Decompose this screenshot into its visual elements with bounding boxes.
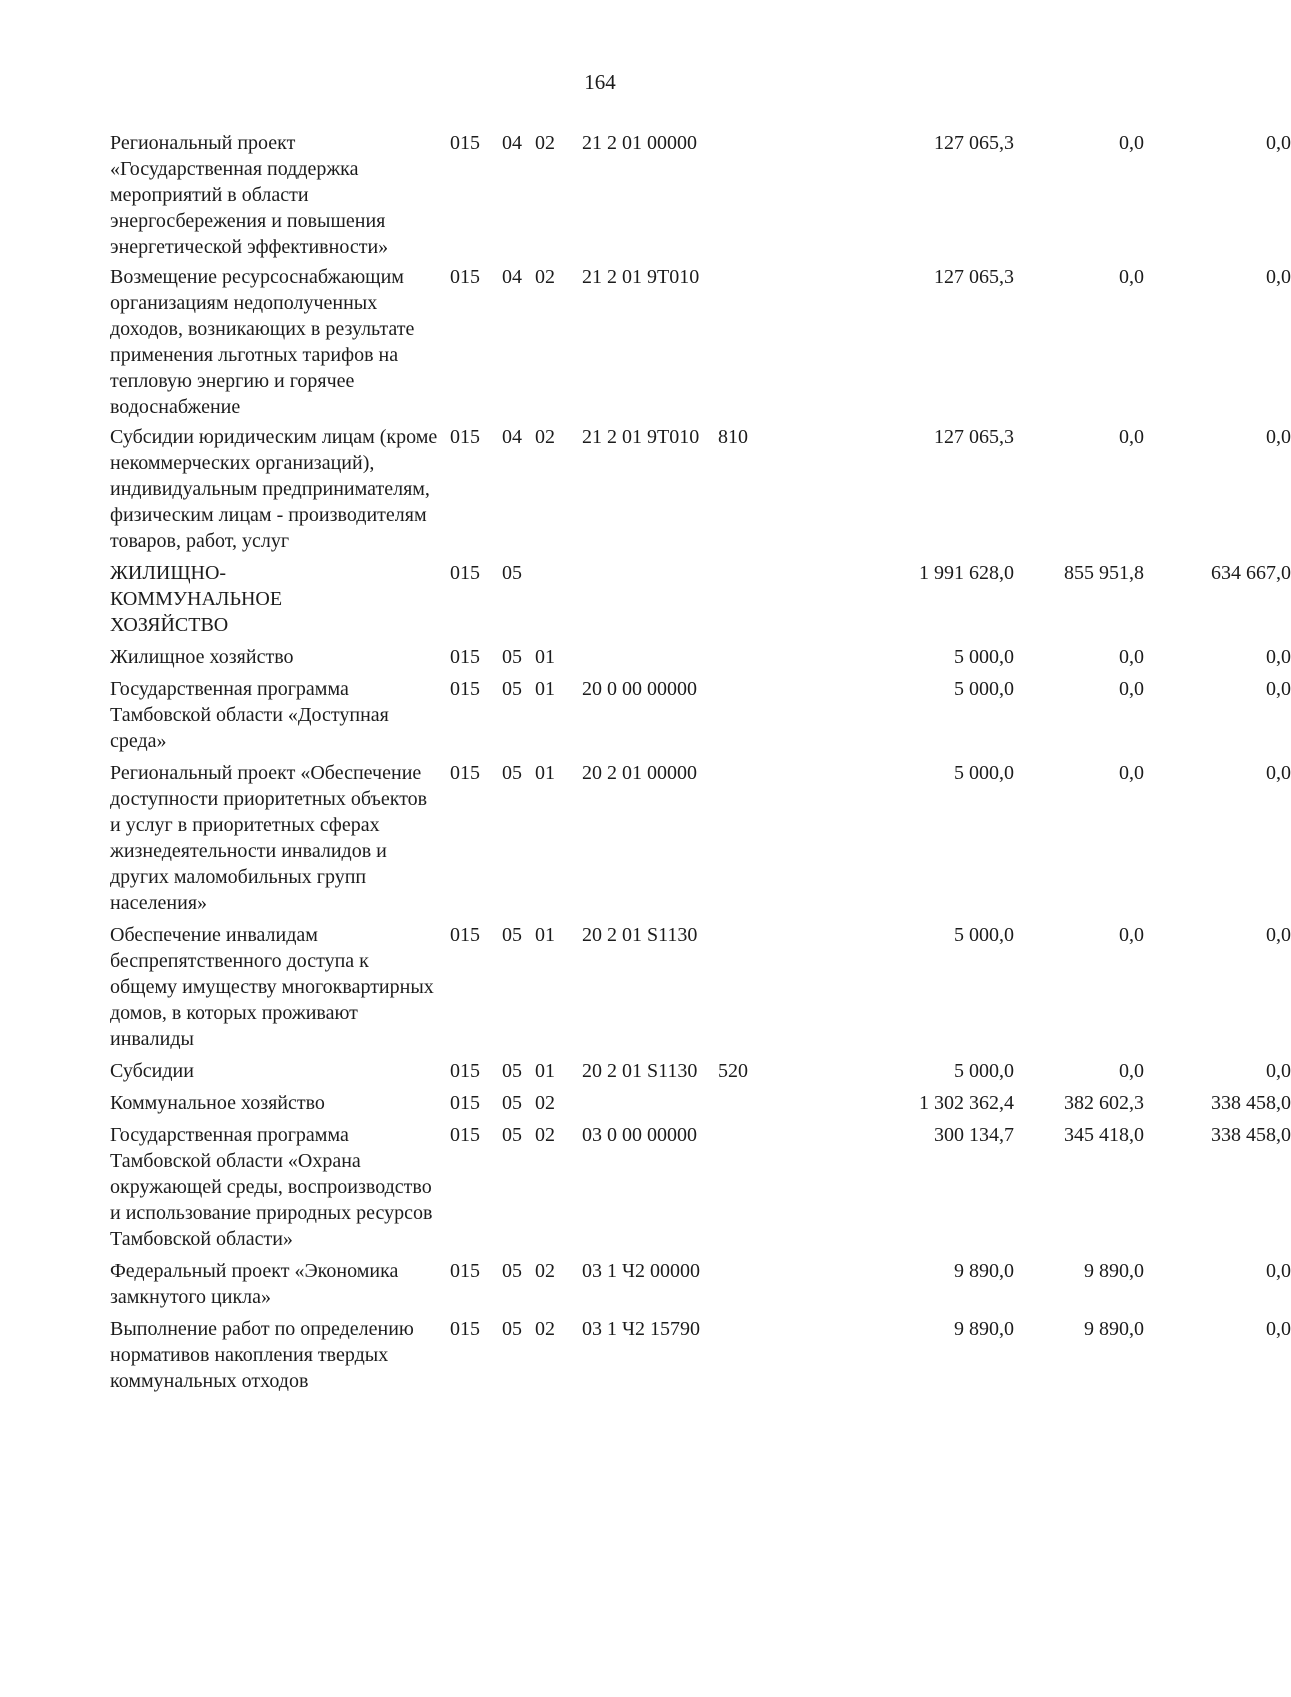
sum-year-2: 345 418,0: [1064, 1124, 1144, 1146]
row-name: Выполнение работ по определению нормативов накопления твердых коммунальных отходов: [110, 1318, 414, 1392]
section-code: 05: [502, 562, 522, 584]
table-row: [110, 760, 1291, 916]
row-name: Федеральный проект «Экономика замкнутого цикла»: [110, 1260, 399, 1308]
target-item-code: 21 2 01 9Т010: [582, 266, 700, 288]
table-row: [110, 644, 1291, 670]
row-name: Государственная программа Тамбовской области «Доступная среда»: [110, 678, 389, 752]
sum-year-1: 5 000,0: [954, 646, 1014, 668]
row-name: ЖИЛИЩНО-КОММУНАЛЬНОЕ ХОЗЯЙСТВО: [110, 562, 283, 636]
sum-year-1: 127 065,3: [934, 426, 1014, 448]
ved-code: 015: [450, 646, 480, 668]
sum-year-1: 300 134,7: [934, 1124, 1014, 1146]
row-name: Субсидии юридическим лицам (кроме некоммерческих организаций), индивидуальным предпринимателям, физическим лицам - производителям товаров, работ, услуг: [110, 426, 438, 552]
sum-year-3: 0,0: [1266, 132, 1291, 154]
sum-year-3: 0,0: [1266, 1060, 1291, 1082]
target-item-code: 03 1 Ч2 15790: [582, 1318, 700, 1340]
ved-code: 015: [450, 562, 480, 584]
sum-year-2: 9 890,0: [1084, 1260, 1144, 1282]
sum-year-1: 127 065,3: [934, 266, 1014, 288]
ved-code: 015: [450, 1318, 480, 1340]
subsection-code: 01: [535, 678, 555, 700]
sum-year-3: 0,0: [1266, 1318, 1291, 1340]
section-code: 05: [502, 1260, 522, 1282]
section-code: 05: [502, 1092, 522, 1114]
ved-code: 015: [450, 266, 480, 288]
sum-year-2: 0,0: [1119, 132, 1144, 154]
ved-code: 015: [450, 132, 480, 154]
sum-year-3: 0,0: [1266, 646, 1291, 668]
sum-year-2: 0,0: [1119, 678, 1144, 700]
sum-year-3: 0,0: [1266, 762, 1291, 784]
subsection-code: 01: [535, 646, 555, 668]
row-name: Региональный проект «Государственная поддержка мероприятий в области энергосбережения и повышения энергетической эффективности»: [110, 132, 389, 258]
sum-year-2: 0,0: [1119, 646, 1144, 668]
sum-year-2: 9 890,0: [1084, 1318, 1144, 1340]
section-code: 05: [502, 762, 522, 784]
ved-code: 015: [450, 1260, 480, 1282]
subsection-code: 02: [535, 1318, 555, 1340]
table-row: [110, 130, 1291, 260]
sum-year-2: 0,0: [1119, 762, 1144, 784]
row-name: Государственная программа Тамбовской области «Охрана окружающей среды, воспроизводство и использование природных ресурсов Тамбовской области»: [110, 1124, 433, 1250]
subsection-code: 01: [535, 762, 555, 784]
subsection-code: 02: [535, 1092, 555, 1114]
table-row: [110, 1316, 1291, 1394]
target-item-code: 03 0 00 00000: [582, 1124, 697, 1146]
section-code: 04: [502, 266, 522, 288]
ved-code: 015: [450, 678, 480, 700]
sum-year-2: 0,0: [1119, 924, 1144, 946]
subsection-code: 02: [535, 266, 555, 288]
target-item-code: 03 1 Ч2 00000: [582, 1260, 700, 1282]
target-item-code: 21 2 01 9Т010: [582, 426, 700, 448]
subsection-code: 02: [535, 132, 555, 154]
expense-type-code: 520: [718, 1060, 748, 1082]
section-code: 05: [502, 646, 522, 668]
table-row: [110, 424, 1291, 554]
row-name: Возмещение ресурсоснабжающим организациям недополученных доходов, возникающих в результате применения льготных тарифов на тепловую энергию и горячее водоснабжение: [110, 266, 415, 418]
section-code: 04: [502, 426, 522, 448]
sum-year-1: 9 890,0: [954, 1260, 1014, 1282]
sum-year-2: 382 602,3: [1064, 1092, 1144, 1114]
table-row: [110, 1058, 1291, 1084]
sum-year-3: 338 458,0: [1211, 1092, 1291, 1114]
ved-code: 015: [450, 762, 480, 784]
subsection-code: 02: [535, 1260, 555, 1282]
table-row: [110, 676, 1291, 754]
subsection-code: 02: [535, 426, 555, 448]
section-code: 05: [502, 678, 522, 700]
section-code: 05: [502, 1060, 522, 1082]
sum-year-1: 5 000,0: [954, 924, 1014, 946]
table-row: [110, 1258, 1291, 1310]
sum-year-1: 127 065,3: [934, 132, 1014, 154]
row-name: Региональный проект «Обеспечение доступности приоритетных объектов и услуг в приоритетных сферах жизнедеятельности инвалидов и других маломобильных групп населения»: [110, 762, 428, 914]
subsection-code: 02: [535, 1124, 555, 1146]
sum-year-3: 0,0: [1266, 678, 1291, 700]
section-code: 04: [502, 132, 522, 154]
sum-year-2: 855 951,8: [1064, 562, 1144, 584]
sum-year-3: 338 458,0: [1211, 1124, 1291, 1146]
row-name: Коммунальное хозяйство: [110, 1092, 325, 1114]
row-name: Жилищное хозяйство: [110, 646, 294, 668]
page-number: 164: [584, 70, 616, 94]
subsection-code: 01: [535, 1060, 555, 1082]
sum-year-3: 0,0: [1266, 266, 1291, 288]
ved-code: 015: [450, 1092, 480, 1114]
sum-year-3: 0,0: [1266, 924, 1291, 946]
sum-year-3: 634 667,0: [1211, 562, 1291, 584]
target-item-code: 20 0 00 00000: [582, 678, 697, 700]
ved-code: 015: [450, 924, 480, 946]
sum-year-2: 0,0: [1119, 426, 1144, 448]
ved-code: 015: [450, 1060, 480, 1082]
table-row: [110, 264, 1291, 420]
target-item-code: 20 2 01 S1130: [582, 924, 698, 946]
sum-year-1: 1 302 362,4: [919, 1092, 1014, 1114]
table-row: [110, 1122, 1291, 1252]
row-name: Обеспечение инвалидам беспрепятственного доступа к общему имуществу многоквартирных домов, в которых проживают инвалиды: [110, 924, 434, 1050]
budget-table: [110, 130, 1291, 1394]
section-code: 05: [502, 924, 522, 946]
sum-year-1: 9 890,0: [954, 1318, 1014, 1340]
sum-year-3: 0,0: [1266, 1260, 1291, 1282]
sum-year-1: 1 991 628,0: [919, 562, 1014, 584]
sum-year-1: 5 000,0: [954, 762, 1014, 784]
table-row: [110, 922, 1291, 1052]
target-item-code: 20 2 01 S1130: [582, 1060, 698, 1082]
target-item-code: 20 2 01 00000: [582, 762, 697, 784]
table-row: [110, 560, 1291, 638]
sum-year-1: 5 000,0: [954, 678, 1014, 700]
section-code: 05: [502, 1124, 522, 1146]
ved-code: 015: [450, 1124, 480, 1146]
ved-code: 015: [450, 426, 480, 448]
sum-year-2: 0,0: [1119, 266, 1144, 288]
row-name: Субсидии: [110, 1060, 194, 1082]
subsection-code: 01: [535, 924, 555, 946]
expense-type-code: 810: [718, 426, 748, 448]
section-code: 05: [502, 1318, 522, 1340]
target-item-code: 21 2 01 00000: [582, 132, 697, 154]
sum-year-3: 0,0: [1266, 426, 1291, 448]
table-row: [110, 1090, 1291, 1116]
sum-year-2: 0,0: [1119, 1060, 1144, 1082]
sum-year-1: 5 000,0: [954, 1060, 1014, 1082]
